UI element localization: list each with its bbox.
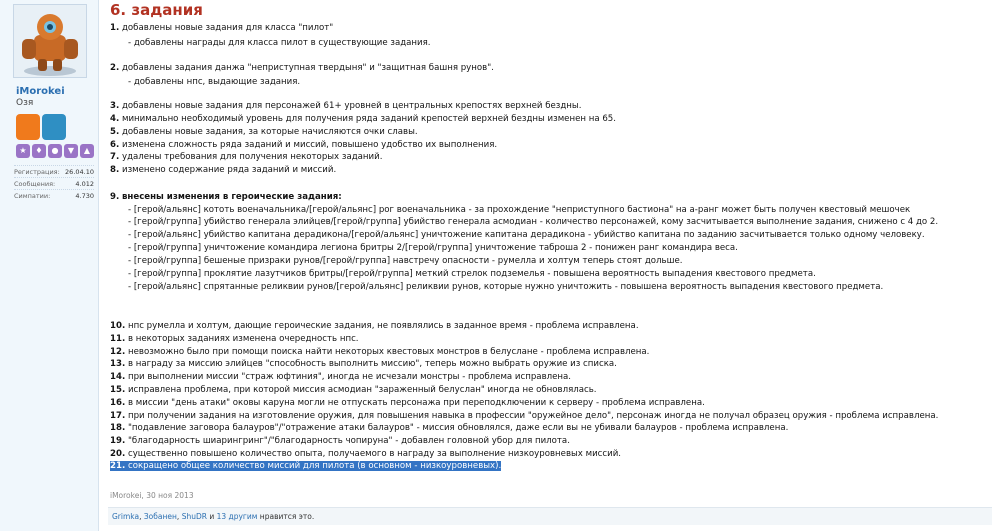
post-line — [110, 165, 336, 175]
line-number: 17. — [110, 411, 126, 421]
user-sidebar — [0, 0, 99, 531]
line-number: 7. — [110, 152, 120, 162]
like-user-link[interactable]: Grimka — [112, 512, 140, 521]
post-line — [110, 321, 639, 331]
stat-value: 4.012 — [75, 179, 94, 188]
line-number: 2. — [110, 63, 120, 73]
line-text: - [герой/группа] уничтожение командира легиона бритры 2/[герой/группа] уничтожение таброша 2 - понижен ранг командира веса. — [128, 243, 738, 253]
post-line — [110, 23, 333, 33]
like-and: и — [206, 512, 217, 521]
post-line-content — [128, 269, 816, 279]
post-line — [128, 217, 938, 227]
line-text: сокращено общее количество миссий для пилота (в основном - низкоуровневых). — [127, 461, 502, 471]
like-user-link[interactable]: ShuDR — [181, 512, 207, 521]
line-text: изменено содержание ряда заданий и миссий. — [121, 165, 337, 175]
stat-value: 4.730 — [75, 191, 94, 200]
stat-row — [14, 189, 94, 201]
post-line-content — [110, 359, 617, 369]
section-heading: 6. задания — [110, 1, 203, 19]
post-line — [110, 114, 616, 124]
post-line-content — [110, 372, 571, 382]
line-number: 3. — [110, 101, 120, 111]
like-others-link[interactable]: 13 другим — [216, 512, 258, 521]
trophy-icon[interactable]: ● — [48, 144, 62, 158]
post-line-content — [110, 461, 501, 471]
post-line-content — [110, 347, 649, 357]
post-line — [110, 449, 621, 459]
post-line — [110, 334, 359, 344]
line-text: добавлены новые задания, за которые начисляются очки славы. — [121, 127, 418, 137]
post-line-content — [128, 243, 738, 253]
like-separator: , — [176, 512, 182, 521]
post-line-content — [128, 77, 300, 87]
line-text: существенно повышено количество опыта, получаемого в награду за выполнение низкоуровневых миссий. — [127, 449, 622, 459]
user-stats — [14, 165, 94, 201]
line-text: в миссии "день атаки" оковы каруна могли не отпускать персонажа при переподключении к серверу - проблема исправлена. — [127, 398, 705, 408]
line-number: 6. — [110, 140, 120, 150]
post-line-content — [110, 449, 621, 459]
post-line-content — [110, 165, 336, 175]
line-number: 4. — [110, 114, 120, 124]
line-text: минимально необходимый уровень для получения ряда заданий крепостей верхней бездны изменен на 65. — [121, 114, 617, 124]
line-text: при выполнении миссии "страж юфтиния", иногда не исчезали монстры - проблема исправлена. — [127, 372, 572, 382]
post-line-content — [110, 127, 418, 137]
likes-bar — [108, 507, 992, 525]
post-line-content — [110, 114, 616, 124]
line-text: - добавлены награды для класса пилот в существующие задания. — [128, 38, 431, 48]
post-line — [110, 398, 705, 408]
line-text: изменена сложность ряда заданий и миссий, повышено удобство их выполнения. — [121, 140, 498, 150]
post-line-content — [110, 398, 705, 408]
award-badge-icon[interactable] — [16, 114, 40, 140]
line-text: добавлены задания данжа "неприступная твердыня" и "защитная башня рунов". — [121, 63, 494, 73]
line-text: "подавление заговора балауров"/"отражение атаки балауров" - миссия обновлялся, даже если вы не убивали балауров - проблема исправлена. — [127, 423, 789, 433]
post-line — [128, 38, 431, 48]
post-line-content — [110, 23, 333, 33]
line-text: при получении задания на изготовление оружия, для повышения навыка в профессии "оружейное дело", персонаж иногда не получал образец оружия - проблема исправлена. — [127, 411, 939, 421]
line-text: внесены изменения в героические задания: — [121, 192, 342, 202]
line-text: - добавлены нпс, выдающие задания. — [128, 77, 301, 87]
line-text: нпс румелла и холтум, дающие героические задания, не появлялись в заданное время - проблема исправлена. — [127, 321, 639, 331]
stat-label: Симпатии: — [14, 191, 51, 200]
stat-label: Сообщения: — [14, 179, 56, 188]
line-number: 5. — [110, 127, 120, 137]
line-text: в некоторых заданиях изменена очередность нпс. — [127, 334, 359, 344]
user-title: Озя — [16, 98, 34, 108]
post-line — [110, 411, 938, 421]
trophy-icon[interactable]: ▲ — [80, 144, 94, 158]
post-line-content — [128, 217, 938, 227]
line-number: 14. — [110, 372, 126, 382]
post-line-content — [110, 101, 581, 111]
line-number: 13. — [110, 359, 126, 369]
robot-avatar-icon — [14, 5, 86, 77]
line-text: "благодарность шиарингринг"/"благодарность чопируна" - добавлен головной убор для пилота. — [127, 436, 570, 446]
line-number: 1. — [110, 23, 120, 33]
post-line — [110, 461, 501, 471]
line-number: 21. — [110, 461, 126, 471]
line-text: - [герой/альянс] убийство капитана дерадикона/[герой/альянс] уничтожение капитана дерадикона - убийство капитана по заданию засчитывается только одному человеку. — [128, 230, 925, 240]
post-line — [110, 192, 342, 202]
post-line-content — [110, 436, 570, 446]
post-line-content — [128, 230, 925, 240]
post-line-content — [110, 334, 359, 344]
post-line — [110, 423, 788, 433]
stat-value: 26.04.10 — [65, 167, 94, 176]
trophy-icon[interactable]: ★ — [16, 144, 30, 158]
post-line-content — [110, 385, 597, 395]
line-text: - [герой/группа] бешеные призраки рунов/[герой/группа] навстречу опасности - румелла и холтум теперь стоят дольше. — [128, 256, 683, 266]
post-line — [128, 243, 738, 253]
post-line — [110, 347, 649, 357]
post-line-content — [128, 205, 910, 215]
stat-row — [14, 177, 94, 189]
line-text: невозможно было при помощи поиска найти некоторых квестовых монстров в белуслане - проблема исправлена. — [127, 347, 650, 357]
post-line-content — [110, 140, 497, 150]
line-number: 9. — [110, 192, 120, 202]
post-line-content — [128, 38, 431, 48]
line-text: в награду за миссию элийцев "способность выполнить миссию", теперь можно выбрать оружие из списка. — [127, 359, 617, 369]
post-line — [110, 385, 597, 395]
post-line — [110, 140, 497, 150]
line-text: добавлены новые задания для класса "пилот" — [121, 23, 334, 33]
post-line — [110, 101, 581, 111]
line-text: - [герой/альянс] спрятанные реликвии рунов/[герой/альянс] реликвии рунов, которые нужно уничтожить - повышена вероятность выпадения квестового предмета. — [128, 282, 884, 292]
post-line — [110, 127, 418, 137]
post-line-content — [110, 321, 639, 331]
graduate-badge-icon[interactable] — [42, 114, 66, 140]
avatar[interactable] — [13, 4, 87, 78]
line-number: 10. — [110, 321, 126, 331]
post-line — [128, 269, 816, 279]
line-number: 16. — [110, 398, 126, 408]
post-line — [110, 152, 382, 162]
line-text: - [герой/группа] проклятие лазутчиков бритры/[герой/группа] меткий стрелок подземелья - повышена вероятность выпадения квестового предмета. — [128, 269, 816, 279]
trophy-icon[interactable]: ▼ — [64, 144, 78, 158]
post-line-content — [110, 192, 342, 202]
line-number: 18. — [110, 423, 126, 433]
post-line-content — [110, 423, 788, 433]
post-line-content — [128, 282, 883, 292]
post-line-content — [110, 63, 494, 73]
trophy-icon[interactable]: ♦ — [32, 144, 46, 158]
like-separator: , — [139, 512, 144, 521]
username-link[interactable]: iMorokei — [16, 86, 65, 97]
like-user-link[interactable]: Зобанен — [143, 512, 177, 521]
post-line — [128, 77, 300, 87]
post-line — [128, 282, 883, 292]
post-line — [128, 256, 683, 266]
line-text: удалены требования для получения некоторых заданий. — [121, 152, 383, 162]
line-number: 20. — [110, 449, 126, 459]
line-number: 19. — [110, 436, 126, 446]
line-text: - [герой/группа] убийство генерала элийцев/[герой/группа] убийство генерала асмодиан - количество персонажей, кому засчитывается выполнение задания, снижено с 4 до 2. — [128, 217, 939, 227]
line-text: исправлена проблема, при которой миссия асмодиан "зараженный белуслан" иногда не обновлялась. — [127, 385, 597, 395]
post-line-content — [128, 256, 683, 266]
post-line — [128, 205, 910, 215]
like-suffix: нравится это. — [257, 512, 315, 521]
post-line-content — [110, 152, 382, 162]
post-line — [128, 230, 925, 240]
line-number: 15. — [110, 385, 126, 395]
post-line — [110, 359, 617, 369]
line-number: 8. — [110, 165, 120, 175]
post-line — [110, 436, 570, 446]
line-number: 11. — [110, 334, 126, 344]
stat-row — [14, 165, 94, 177]
post-line — [110, 63, 494, 73]
post-meta: iMorokei, 30 ноя 2013 — [110, 491, 194, 500]
line-text: добавлены новые задания для персонажей 61+ уровней в центральных крепостях верхней бездны. — [121, 101, 582, 111]
post-line-content — [110, 411, 938, 421]
line-text: - [герой/альянс] кототь военачальника/[герой/альянс] рог военачальника - за прохождение "неприступного бастиона" на а-ранг может быть получен квестовый мешочек — [128, 205, 911, 215]
post-line — [110, 372, 571, 382]
line-number: 12. — [110, 347, 126, 357]
stat-label: Регистрация: — [14, 167, 60, 176]
